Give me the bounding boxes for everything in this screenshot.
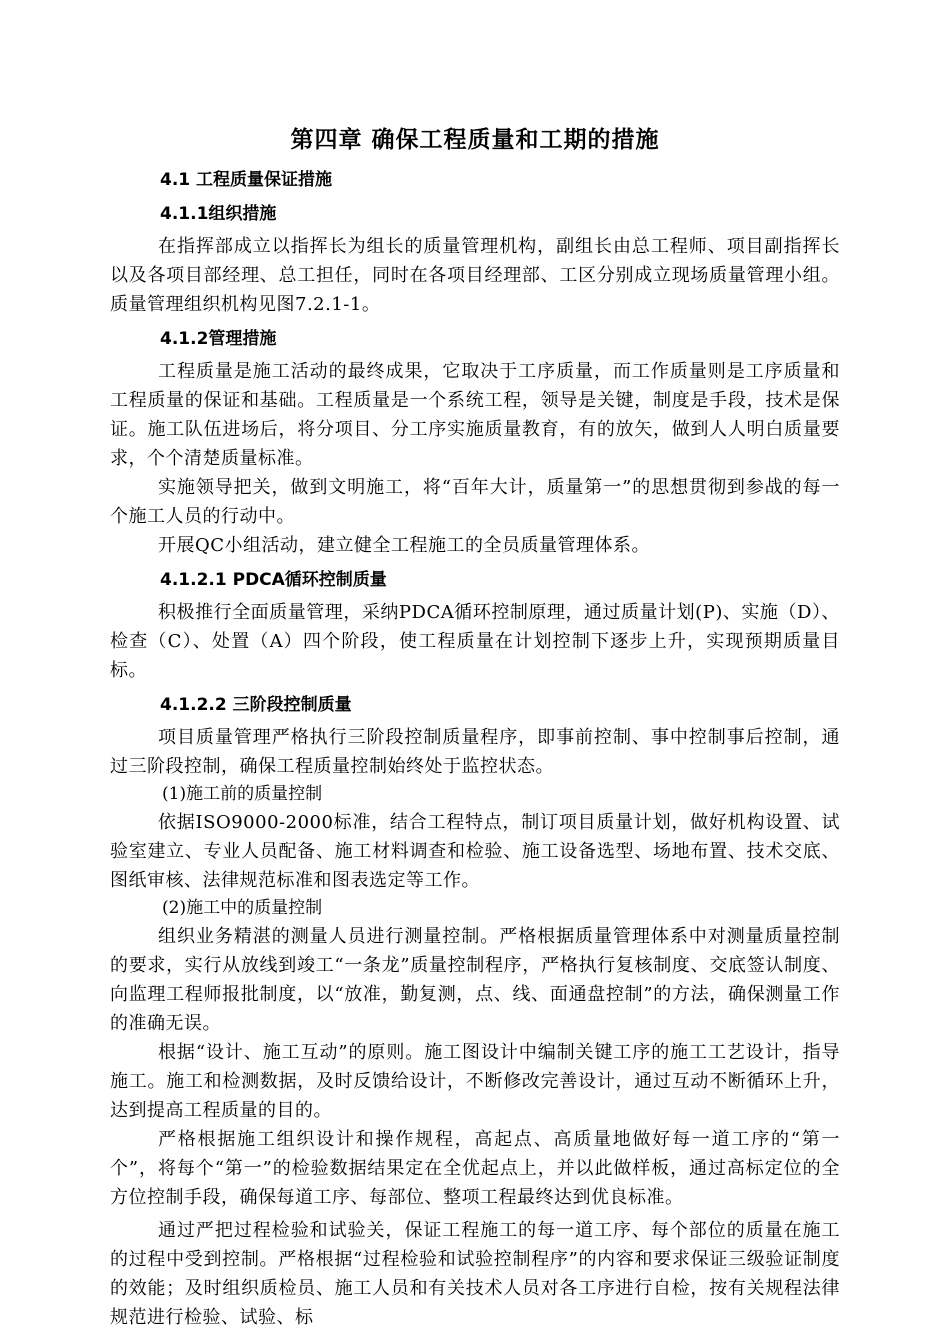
paragraph-during-3: 严格根据施工组织设计和操作规程，高起点、高质量地做好每一道工序的“第一个”，将每个“第一”的检验数据结果定在全优起点上，并以此做样板，通过高标定位的全方位控制手段，确保每道工序、每部位、整项工程最终达到优良标准。 bbox=[110, 1129, 840, 1208]
paragraph-pdca: 积极推行全面质量管理，采纳PDCA循环控制原理，通过质量计划(P)、实施（D）、检查（C）、处置（A）四个阶段，使工程质量在计划控制下逐步上升，实现预期质量目标。 bbox=[110, 602, 840, 681]
paragraph-management-1: 工程质量是施工活动的最终成果，它取决于工序质量，而工作质量则是工序质量和工程质量的保证和基础。工程质量是一个系统工程，领导是关键，制度是手段，技术是保证。施工队伍进场后，将分项目、分工序实施质量教育，有的放矢，做到人人明白质量要求，个个清楚质量标准。 bbox=[110, 361, 840, 469]
paragraph-during-1: 组织业务精湛的测量人员进行测量控制。严格根据质量管理体系中对测量质量控制的要求，实行从放线到竣工“一条龙”质量控制程序，严格执行复核制度、交底签认制度、向监理工程师报批制度，以“放准，勤复测，点、线、面通盘控制”的方法，确保测量工作的准确无误。 bbox=[110, 926, 840, 1034]
paragraph-during-4: 通过严把过程检验和试验关，保证工程施工的每一道工序、每个部位的质量在施工的过程中受到控制。严格根据“过程检验和试验控制程序”的内容和要求保证三级验证制度的效能；及时组织质检员、施工人员和有关技术人员对各工序进行自检，按有关规程法律规范进行检验、试验、标 bbox=[110, 1220, 840, 1328]
paragraph-before-construction: 依据ISO9000-2000标准，结合工程特点，制订项目质量计划，做好机构设置、试验室建立、专业人员配备、施工材料调查和检验、施工设备选型、场地布置、技术交底、图纸审核、法律规范标准和图表选定等工作。 bbox=[110, 812, 840, 891]
document-page bbox=[110, 120, 840, 1332]
paragraph-management-2: 实施领导把关，做到文明施工，将“百年大计，质量第一”的思想贯彻到参战的每一个施工人员的行动中。 bbox=[110, 477, 840, 527]
subheading-before-construction: (1)施工前的质量控制 bbox=[162, 784, 323, 804]
section-heading-4-1-2-1: 4.1.2.1 PDCA循环控制质量 bbox=[160, 570, 387, 590]
section-heading-4-1-2: 4.1.2管理措施 bbox=[160, 329, 277, 349]
paragraph-during-2: 根据“设计、施工互动”的原则。施工图设计中编制关键工序的施工工艺设计，指导施工。施工和检测数据，及时反馈给设计，不断修改完善设计，通过互动不断循环上升，达到提高工程质量的目的。 bbox=[110, 1042, 840, 1121]
subheading-during-construction: (2)施工中的质量控制 bbox=[162, 898, 323, 918]
section-heading-4-1-1: 4.1.1组织措施 bbox=[160, 204, 277, 224]
section-heading-4-1-2-2: 4.1.2.2 三阶段控制质量 bbox=[160, 695, 352, 715]
section-heading-4-1: 4.1 工程质量保证措施 bbox=[160, 170, 333, 190]
chapter-title: 第四章 确保工程质量和工期的措施 bbox=[290, 127, 660, 153]
paragraph-organization: 在指挥部成立以指挥长为组长的质量管理机构，副组长由总工程师、项目副指挥长以及各项目部经理、总工担任，同时在各项目经理部、工区分别成立现场质量管理小组。质量管理组织机构见图7.2.1-1。 bbox=[110, 236, 840, 315]
paragraph-management-3: 开展QC小组活动，建立健全工程施工的全员质量管理体系。 bbox=[158, 535, 651, 556]
paragraph-three-stage: 项目质量管理严格执行三阶段控制质量程序，即事前控制、事中控制事后控制，通过三阶段控制，确保工程质量控制始终处于监控状态。 bbox=[110, 727, 840, 777]
